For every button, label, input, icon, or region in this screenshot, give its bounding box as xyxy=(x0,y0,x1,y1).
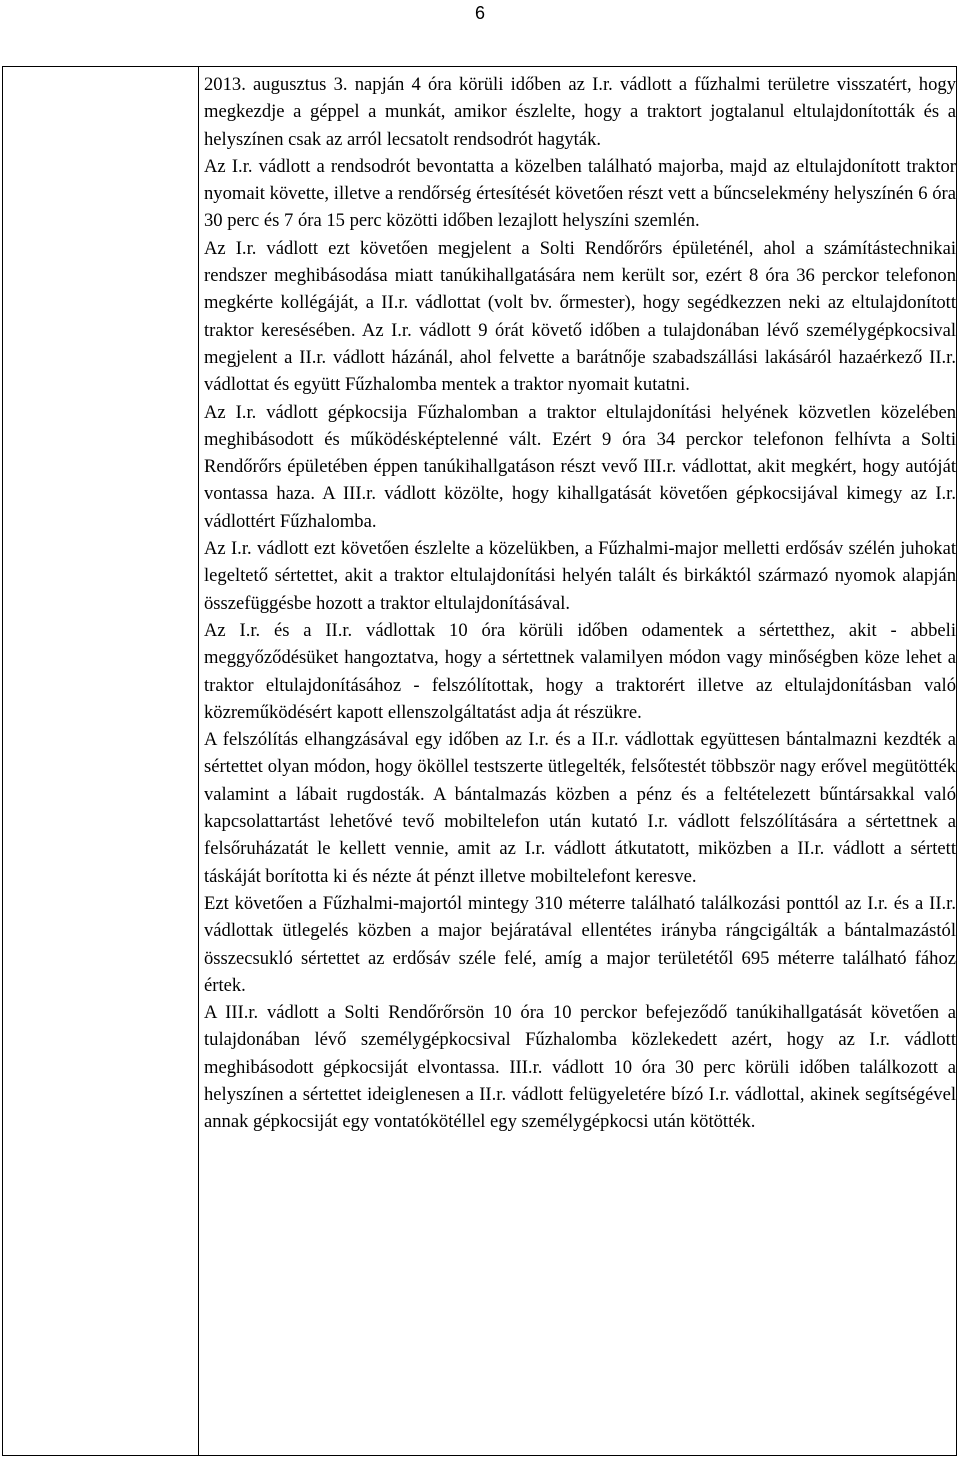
paragraph: Az I.r. vádlott ezt követően megjelent a Solti Rendőrőrs épületénél, ahol a számítástechnikai rendszer meghibásodása miatt tanúkihallgatására nem került sor, ezért 8 óra 36 perckor telefonon megkérte kollégáját, a II.r. vádlottat (volt bv. őrmester), hogy segédkezzen neki az eltulajdonított traktor keresésében. Az I.r. vádlott 9 órát követő időben a tulajdonában lévő személygépkocsival megjelent a II.r. vádlott házánál, ahol felvette a barátnője szabadszállási lakásáról hazaérkező II.r. vádlottat és együtt Fűzhalomba mentek a traktor nyomait kutatni. xyxy=(204,237,956,396)
column-divider xyxy=(198,67,199,1455)
paragraph: 2013. augusztus 3. napján 4 óra körüli időben az I.r. vádlott a fűzhalmi területre visszatért, hogy megkezdje a géppel a munkát, amikor észlelte, hogy a traktort jogtalanul eltulajdonították és a helyszínen csak az arról lecsatolt rendsodrót hagyták. xyxy=(204,74,956,150)
paragraph: Az I.r. vádlott a rendsodrót bevontatta a közelben található majorba, majd az eltulajdonított traktor nyomait követte, illetve a rendőrség értesítését követően részt vett a bűncselekmény helyszínén 6 óra 30 perc és 7 óra 15 perc közötti időben lezajlott helyszíni szemlén. xyxy=(204,155,956,232)
document-body xyxy=(204,71,956,1136)
paragraph: Az I.r. és a II.r. vádlottak 10 óra körüli időben odamentek a sértetthez, akit - abbeli meggyőződésüket hangoztatva, hogy a sértettnek valamilyen módon vagy minőségben köze lehet a traktor eltulajdonításához - felszólítottak, hogy a traktorért illetve az eltulajdonításban való közreműködésért kapott ellenszolgáltatást adja át részükre. xyxy=(204,619,956,723)
page-number: 6 xyxy=(474,3,485,23)
paragraph: Az I.r. vádlott ezt követően észlelte a közelükben, a Fűzhalmi-major melletti erdősáv szélén juhokat legeltető sértettet, akit a traktor eltulajdonítási helyén talált és birkáktól származó nyomok alapján összefüggésbe hozott a traktor eltulajdonításával. xyxy=(204,538,956,614)
document-table xyxy=(2,66,957,1456)
paragraph: A felszólítás elhangzásával egy időben az I.r. és a II.r. vádlottak együttesen bántalmazni kezdték a sértettet olyan módon, hogy ököllel testszerte ütlegelték, felsőtestét többször nagy erővel megütötték valamint a lábait rugdosták. A bántalmazás közben a pénz és a feltételezett bűntársakkal való kapcsolattartást lehetővé tevő mobiltelefon után kutató I.r. vádlott felszólítására a sértettnek a felsőruházatát le kellett vennie, amit az I.r. vádlott átkutatott, miközben a II.r. vádlott a sértett táskáját borította ki és nézte át pénzt illetve mobiltelefont keresve. xyxy=(204,729,956,887)
paragraph: Ezt követően a Fűzhalmi-majortól mintegy 310 méterre található találkozási ponttól az I.r. és a II.r. vádlottak ütlegelés közben a major bejáratával ellentétes irányba rángcigálták a bántalmazástól összecsukló sértettet az erdősáv széle felé, amíg a major területétől 695 méterre található fához értek. xyxy=(204,892,956,996)
paragraph: Az I.r. vádlott gépkocsija Fűzhalomban a traktor eltulajdonítási helyének közvetlen közelében meghibásodott és működésképtelenné vált. Ezért 9 óra 34 perckor telefonon felhívta a Solti Rendőrőrs épületében éppen tanúkihallgatáson részt vevő III.r. vádlottat, akit megkért, hogy autóját vontassa haza. A III.r. vádlott közölte, hogy kihallgatását követően gépkocsijával kimegy az I.r. vádlottért Fűzhalomba. xyxy=(204,401,956,532)
paragraph: A III.r. vádlott a Solti Rendőrőrsön 10 óra 10 perckor befejeződő tanúkihallgatását követően a tulajdonában lévő személygépkocsival Fűzhalomba közlekedett azért, hogy az I.r. vádlott meghibásodott gépkocsiját elvontassa. III.r. vádlott 10 óra 30 perc körüli időben találkozott a helyszínen a sértettet ideiglenesen a II.r. vádlott felügyeletére bízó I.r. vádlottal, akinek segítségével annak gépkocsiját egy vontatókötéllel egy személygépkocsi után kötötték. xyxy=(204,1002,956,1133)
